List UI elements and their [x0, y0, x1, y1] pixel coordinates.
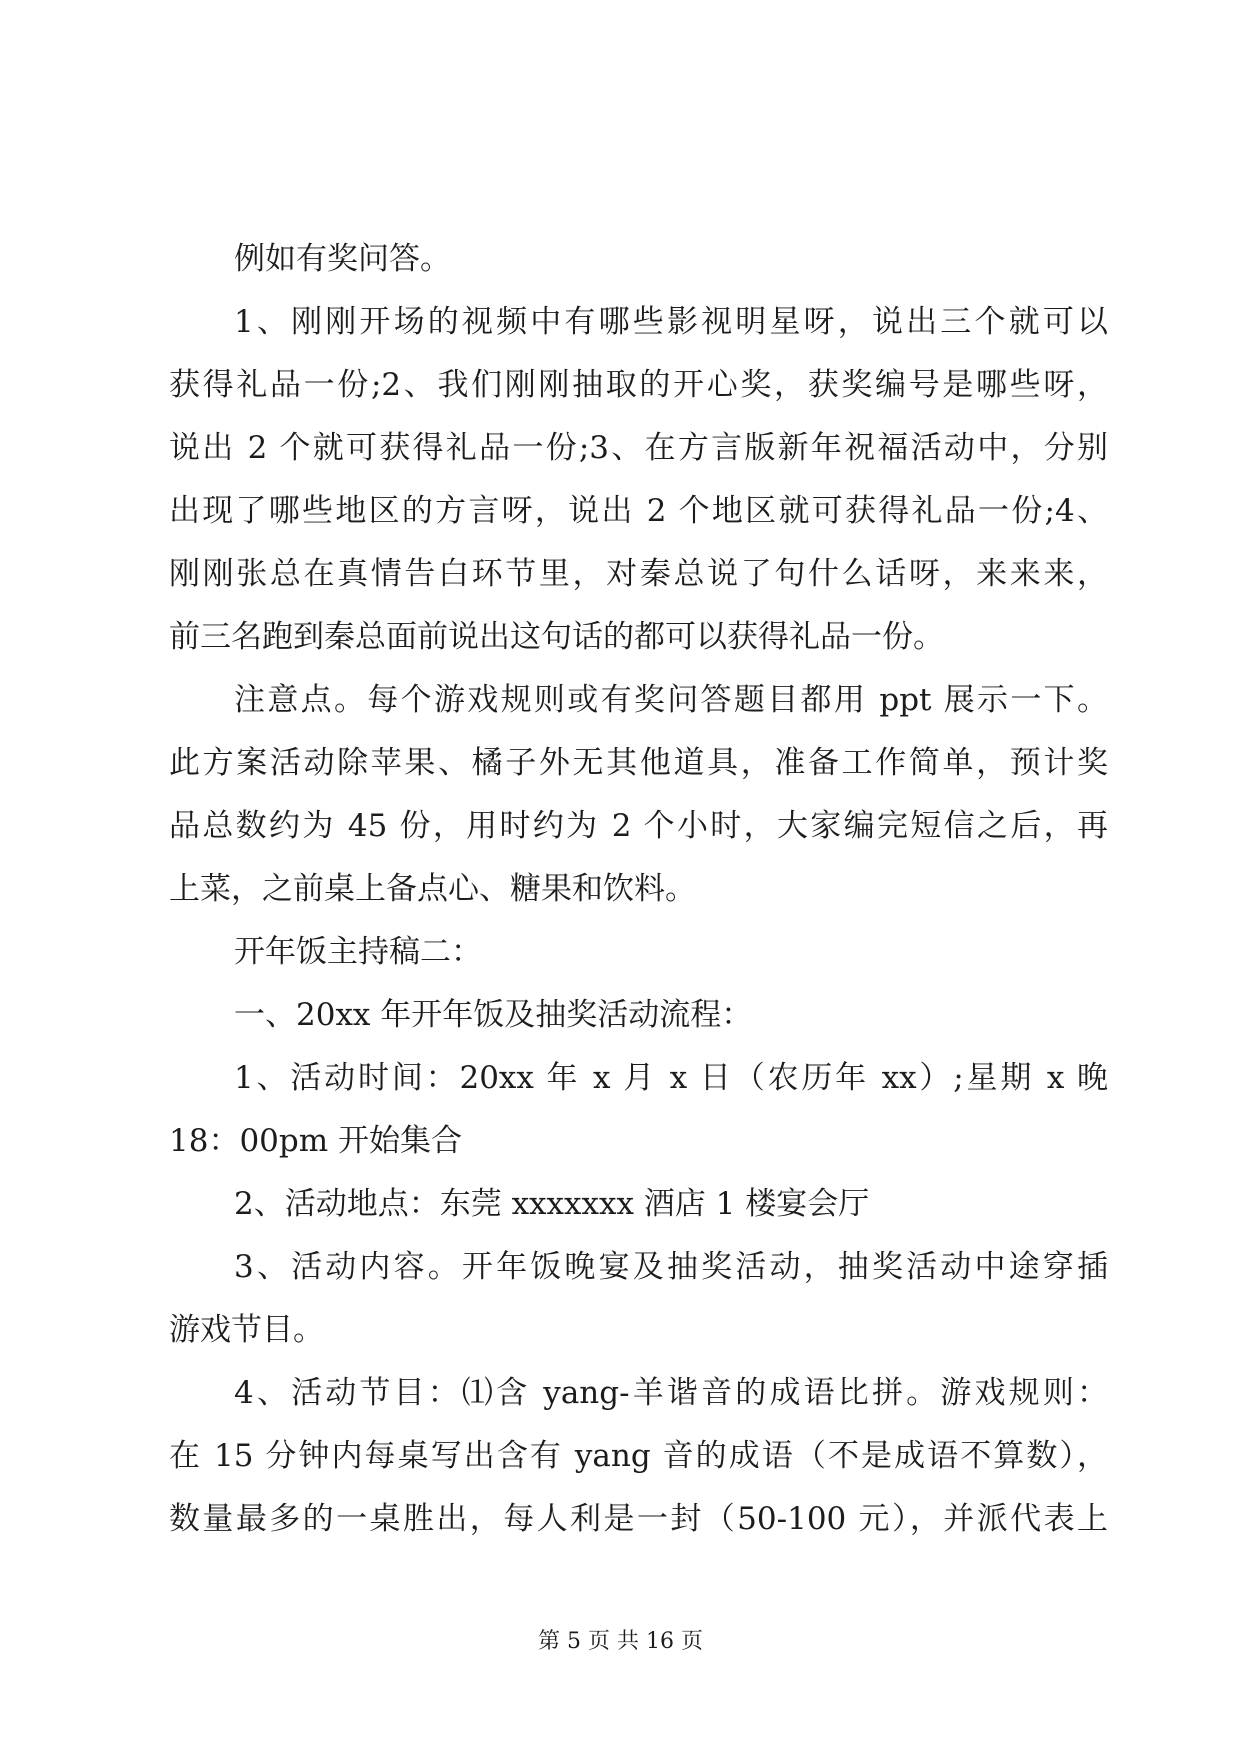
paragraph-line: 2、活动地点：东莞 xxxxxxx 酒店 1 楼宴会厅 [234, 1186, 870, 1222]
paragraph-line: 此方案活动除苹果、橘子外无其他道具，准备工作简单，预计奖 [169, 745, 1108, 781]
paragraph-line: 1、刚刚开场的视频中有哪些影视明星呀，说出三个就可以 [234, 304, 1108, 340]
paragraph-line: 前三名跑到秦总面前说出这句话的都可以获得礼品一份。 [169, 619, 944, 655]
paragraph-line: 说出 2 个就可获得礼品一份;3、在方言版新年祝福活动中，分别 [169, 430, 1108, 466]
paragraph-line: 3、活动内容。开年饭晚宴及抽奖活动，抽奖活动中途穿插 [234, 1249, 1108, 1285]
paragraph-line: 1、活动时间：20xx 年 x 月 x 日（农历年 xx）;星期 x 晚 [234, 1060, 1108, 1096]
list-item [169, 1362, 1108, 1551]
list-item [169, 1236, 1108, 1362]
paragraph-line: 注意点。每个游戏规则或有奖问答题目都用 ppt 展示一下。 [234, 682, 1108, 718]
paragraph-line: 刚刚张总在真情告白环节里，对秦总说了句什么话呀，来来来， [169, 556, 1108, 592]
paragraph-line: 数量最多的一桌胜出，每人利是一封（50-100 元），并派代表上 [169, 1501, 1108, 1537]
paragraph-line: 游戏节目。 [169, 1312, 324, 1348]
section-heading [169, 921, 1108, 984]
page-number-footer: 第 5 页 共 16 页 [538, 1629, 703, 1654]
paragraph-line: 品总数约为 45 份，用时约为 2 个小时，大家编完短信之后，再 [169, 808, 1108, 844]
section-heading [169, 984, 1108, 1047]
paragraph-line: 一、20xx 年开年饭及抽奖活动流程： [234, 997, 753, 1033]
paragraph-line: 开年饭主持稿二： [234, 934, 482, 970]
paragraph [169, 291, 1108, 669]
paragraph-line: 上菜，之前桌上备点心、糖果和饮料。 [169, 871, 696, 907]
document-body [169, 228, 1108, 1551]
paragraph-line: 例如有奖问答。 [234, 241, 451, 277]
paragraph-line: 出现了哪些地区的方言呀，说出 2 个地区就可获得礼品一份;4、 [169, 493, 1108, 529]
paragraph-line: 在 15 分钟内每桌写出含有 yang 音的成语（不是成语不算数）， [169, 1438, 1108, 1474]
paragraph-line: 获得礼品一份;2、我们刚刚抽取的开心奖，获奖编号是哪些呀， [169, 367, 1108, 403]
paragraph [169, 669, 1108, 921]
list-item [169, 1173, 1108, 1236]
paragraph-line: 4、活动节目：⑴含 yang-羊谐音的成语比拼。游戏规则： [234, 1375, 1108, 1411]
paragraph [169, 228, 1108, 291]
paragraph-line: 18：00pm 开始集合 [169, 1123, 462, 1159]
list-item [169, 1047, 1108, 1173]
